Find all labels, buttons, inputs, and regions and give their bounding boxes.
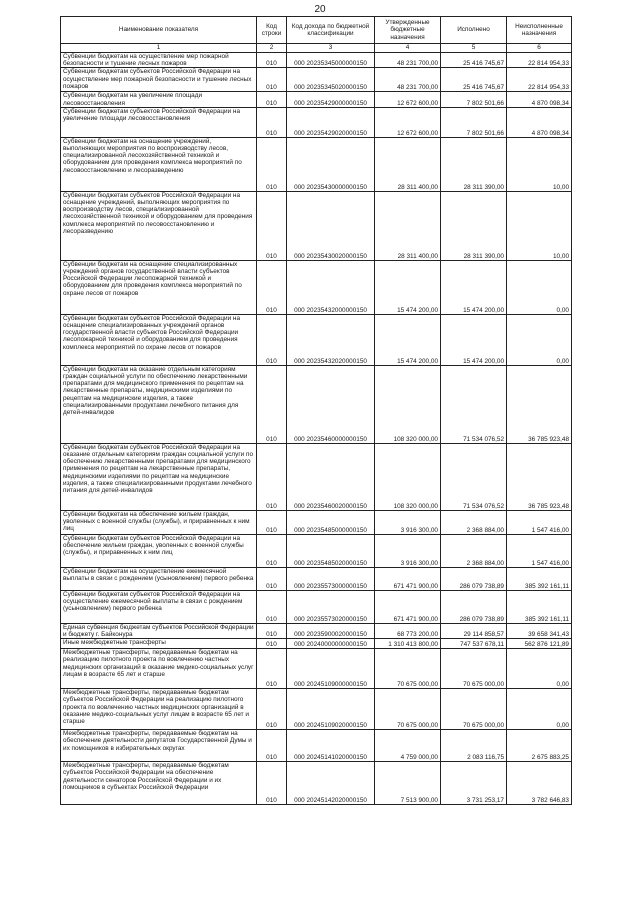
unexecuted-amount-cell: 3 782 646,83: [507, 762, 572, 805]
approved-amount-cell: 1 310 413 800,00: [375, 639, 441, 649]
table-row: [61, 107, 572, 137]
executed-amount-cell: 70 675 000,00: [441, 649, 507, 689]
executed-amount-cell: 2 368 884,00: [441, 510, 507, 534]
approved-amount-cell: 7 513 900,00: [375, 762, 441, 805]
row-code-cell: 010: [257, 639, 287, 649]
approved-amount-cell: 28 311 400,00: [375, 137, 441, 191]
indicator-name-cell: Субвенции бюджетам на оказание отдельным категориям граждан социальной услуги по обеспечению лекарственными препаратами для медицинского применения по рецептам на лекарственные препараты, медицинскими изделиями по рецептам на медицинские изделия, а также специализированными продуктами лечебного питания для детей-инвалидов: [61, 365, 257, 443]
row-code-cell: 010: [257, 510, 287, 534]
table-row: [61, 443, 572, 510]
executed-amount-cell: 25 416 745,67: [441, 53, 507, 68]
indicator-name-cell: Межбюджетные трансферты, передаваемые бюджетам субъектов Российской Федерации на реализацию пилотного проекта по вовлечению частных медицинских организаций в оказание медико-социальных услуг лицам в возрасте 65 лет и старше: [61, 689, 257, 730]
unexecuted-amount-cell: 39 658 341,43: [507, 623, 572, 638]
indicator-name-cell: Межбюджетные трансферты, передаваемые бюджетам на реализацию пилотного проекта по вовлечению частных медицинских организаций в оказание медико-социальных услуг лицам в возрасте 65 лет и старше: [61, 649, 257, 689]
budget-classification-code-cell: 000 20245141020000150: [287, 730, 375, 762]
unexecuted-amount-cell: 22 814 954,33: [507, 68, 572, 92]
budget-classification-code-cell: 000 20245142020000150: [287, 762, 375, 805]
unexecuted-amount-cell: 0,00: [507, 689, 572, 730]
header-indicator-name: Наименование показателя: [61, 17, 257, 44]
indicator-name-cell: Субвенции бюджетам субъектов Российской Федерации на оснащение специализированных учреждений органов государственной власти субъектов Российской Федерации лесопожарной техникой и оборудованием для проведения комплекса мероприятий по охране лесов от пожаров: [61, 314, 257, 365]
table-row: [61, 191, 572, 260]
row-code-cell: 010: [257, 191, 287, 260]
executed-amount-cell: 2 083 116,75: [441, 730, 507, 762]
row-code-cell: 010: [257, 314, 287, 365]
executed-amount-cell: 28 311 390,00: [441, 191, 507, 260]
column-number-row: [61, 44, 572, 53]
row-code-cell: 010: [257, 53, 287, 68]
row-code-cell: 010: [257, 107, 287, 137]
budget-classification-code-cell: 000 20235430000000150: [287, 137, 375, 191]
executed-amount-cell: 29 114 858,57: [441, 623, 507, 638]
header-executed: Исполнено: [441, 17, 507, 44]
indicator-name-cell: Единая субвенция бюджетам субъектов Российской Федерации и бюджету г. Байконура: [61, 623, 257, 638]
executed-amount-cell: 286 079 738,89: [441, 567, 507, 590]
row-code-cell: 010: [257, 260, 287, 314]
budget-classification-code-cell: 000 20240000000000150: [287, 639, 375, 649]
table-row: [61, 649, 572, 689]
indicator-name-cell: Субвенции бюджетам на осуществление ежемесячной выплаты в связи с рождением (усыновлением) первого ребенка: [61, 567, 257, 590]
executed-amount-cell: 71 534 076,52: [441, 365, 507, 443]
approved-amount-cell: 48 231 700,00: [375, 68, 441, 92]
approved-amount-cell: 12 672 600,00: [375, 107, 441, 137]
unexecuted-amount-cell: 4 870 098,34: [507, 92, 572, 107]
indicator-name-cell: Субвенции бюджетам на оснащение учреждений, выполняющих мероприятия по воспроизводству лесов, специализированной лесохозяйственной техникой и оборудованием для проведения комплекса мероприятий по лесовосстановлению и лесоразведению: [61, 137, 257, 191]
table-row: [61, 365, 572, 443]
unexecuted-amount-cell: 0,00: [507, 649, 572, 689]
unexecuted-amount-cell: 0,00: [507, 260, 572, 314]
budget-classification-code-cell: 000 20235432000000150: [287, 260, 375, 314]
unexecuted-amount-cell: 36 785 923,48: [507, 365, 572, 443]
budget-classification-code-cell: 000 20235430020000150: [287, 191, 375, 260]
executed-amount-cell: 7 802 501,66: [441, 107, 507, 137]
budget-classification-code-cell: 000 20235429000000150: [287, 92, 375, 107]
executed-amount-cell: 71 534 076,52: [441, 443, 507, 510]
unexecuted-amount-cell: 2 675 883,25: [507, 730, 572, 762]
indicator-name-cell: Субвенции бюджетам субъектов Российской Федерации на увеличение площади лесовосстановления: [61, 107, 257, 137]
unexecuted-amount-cell: 10,00: [507, 191, 572, 260]
header-row-code: Код строки: [257, 17, 287, 44]
unexecuted-amount-cell: 562 876 121,89: [507, 639, 572, 649]
budget-classification-code-cell: 000 20235573000000150: [287, 567, 375, 590]
indicator-name-cell: Субвенции бюджетам на увеличение площади лесовосстановления: [61, 92, 257, 107]
column-number: 5: [441, 44, 507, 53]
executed-amount-cell: 25 416 745,67: [441, 68, 507, 92]
approved-amount-cell: 12 672 600,00: [375, 92, 441, 107]
table-row: [61, 623, 572, 638]
indicator-name-cell: Субвенции бюджетам субъектов Российской Федерации на обеспечение жильем граждан, уволенных с военной службы (службы), и приравненных к ним лиц: [61, 534, 257, 567]
approved-amount-cell: 3 916 300,00: [375, 534, 441, 567]
budget-classification-code-cell: 000 20235345000000150: [287, 53, 375, 68]
header-approved-appropriations: Утвержденные бюджетные назначения: [375, 17, 441, 44]
table-header-row: [61, 17, 572, 44]
approved-amount-cell: 3 916 300,00: [375, 510, 441, 534]
table-row: [61, 762, 572, 805]
row-code-cell: 010: [257, 567, 287, 590]
row-code-cell: 010: [257, 623, 287, 638]
executed-amount-cell: 15 474 200,00: [441, 260, 507, 314]
row-code-cell: 010: [257, 365, 287, 443]
row-code-cell: 010: [257, 762, 287, 805]
row-code-cell: 010: [257, 137, 287, 191]
executed-amount-cell: 2 368 884,00: [441, 534, 507, 567]
table-row: [61, 689, 572, 730]
budget-classification-code-cell: 000 20235460000000150: [287, 365, 375, 443]
approved-amount-cell: 48 231 700,00: [375, 53, 441, 68]
row-code-cell: 010: [257, 590, 287, 623]
executed-amount-cell: 15 474 200,00: [441, 314, 507, 365]
indicator-name-cell: Субвенции бюджетам субъектов Российской Федерации на осуществление ежемесячной выплаты в связи с рождением (усыновлением) первого ребенка: [61, 590, 257, 623]
row-code-cell: 010: [257, 92, 287, 107]
unexecuted-amount-cell: 22 814 954,33: [507, 53, 572, 68]
executed-amount-cell: 28 311 390,00: [441, 137, 507, 191]
table-row: [61, 534, 572, 567]
unexecuted-amount-cell: 4 870 098,34: [507, 107, 572, 137]
page-number: 20: [314, 4, 326, 15]
row-code-cell: 010: [257, 68, 287, 92]
unexecuted-amount-cell: 385 392 161,11: [507, 567, 572, 590]
row-code-cell: 010: [257, 443, 287, 510]
column-number: 4: [375, 44, 441, 53]
approved-amount-cell: 671 471 900,00: [375, 590, 441, 623]
table-row: [61, 260, 572, 314]
unexecuted-amount-cell: 10,00: [507, 137, 572, 191]
indicator-name-cell: Субвенции бюджетам на обеспечение жильем граждан, уволенных с военной службы (службы), и приравненных к ним лиц: [61, 510, 257, 534]
unexecuted-amount-cell: 1 547 416,00: [507, 510, 572, 534]
indicator-name-cell: Межбюджетные трансферты, передаваемые бюджетам на обеспечение деятельности депутатов Государственной Думы и их помощников в избирательных округах: [61, 730, 257, 762]
approved-amount-cell: 68 773 200,00: [375, 623, 441, 638]
header-unexecuted-appropriations: Неисполненные назначения: [507, 17, 572, 44]
unexecuted-amount-cell: 1 547 416,00: [507, 534, 572, 567]
table-row: [61, 567, 572, 590]
budget-classification-code-cell: 000 20235900020000150: [287, 623, 375, 638]
executed-amount-cell: 70 675 000,00: [441, 689, 507, 730]
budget-classification-code-cell: 000 20235485020000150: [287, 534, 375, 567]
approved-amount-cell: 70 675 000,00: [375, 649, 441, 689]
budget-classification-code-cell: 000 20235345020000150: [287, 68, 375, 92]
indicator-name-cell: Иные межбюджетные трансферты: [61, 639, 257, 649]
approved-amount-cell: 15 474 200,00: [375, 314, 441, 365]
approved-amount-cell: 4 759 000,00: [375, 730, 441, 762]
budget-classification-code-cell: 000 20245109020000150: [287, 689, 375, 730]
column-number: 1: [61, 44, 257, 53]
budget-classification-code-cell: 000 20245109000000150: [287, 649, 375, 689]
indicator-name-cell: Субвенции бюджетам на осуществление мер пожарной безопасности и тушение лесных пожаров: [61, 53, 257, 68]
table-row: [61, 639, 572, 649]
table-row: [61, 730, 572, 762]
indicator-name-cell: Субвенции бюджетам субъектов Российской Федерации на осуществление мер пожарной безопасности и тушение лесных пожаров: [61, 68, 257, 92]
table-row: [61, 510, 572, 534]
indicator-name-cell: Субвенции бюджетам субъектов Российской Федерации на оснащение учреждений, выполняющих мероприятия по воспроизводству лесов, специализированной лесохозяйственной техникой и оборудованием для проведения комплекса мероприятий по лесовосстановлению и лесоразведению: [61, 191, 257, 260]
executed-amount-cell: 747 537 678,11: [441, 639, 507, 649]
approved-amount-cell: 108 320 000,00: [375, 365, 441, 443]
executed-amount-cell: 3 731 253,17: [441, 762, 507, 805]
executed-amount-cell: 286 079 738,89: [441, 590, 507, 623]
approved-amount-cell: 28 311 400,00: [375, 191, 441, 260]
column-number: 2: [257, 44, 287, 53]
executed-amount-cell: 7 802 501,66: [441, 92, 507, 107]
column-number: 3: [287, 44, 375, 53]
row-code-cell: 010: [257, 534, 287, 567]
budget-classification-code-cell: 000 20235460020000150: [287, 443, 375, 510]
revenue-execution-table: [60, 16, 572, 805]
budget-classification-code-cell: 000 20235573020000150: [287, 590, 375, 623]
table-row: [61, 314, 572, 365]
budget-classification-code-cell: 000 20235485000000150: [287, 510, 375, 534]
table-row: [61, 68, 572, 92]
table-row: [61, 590, 572, 623]
row-code-cell: 010: [257, 730, 287, 762]
approved-amount-cell: 15 474 200,00: [375, 260, 441, 314]
table-row: [61, 92, 572, 107]
table-row: [61, 53, 572, 68]
indicator-name-cell: Субвенции бюджетам субъектов Российской Федерации на оказание отдельным категориям граждан социальной услуги по обеспечению лекарственными препаратами для медицинского применения по рецептам на лекарственные препараты, медицинскими изделиями по рецептам на медицинские изделия, а также специализированными продуктами лечебного питания для детей-инвалидов: [61, 443, 257, 510]
row-code-cell: 010: [257, 649, 287, 689]
unexecuted-amount-cell: 36 785 923,48: [507, 443, 572, 510]
table-body: [61, 53, 572, 805]
indicator-name-cell: Межбюджетные трансферты, передаваемые бюджетам субъектов Российской Федерации на обеспечение деятельности сенаторов Российской Федерации и их помощников в субъектах Российской Федерации: [61, 762, 257, 805]
row-code-cell: 010: [257, 689, 287, 730]
table-row: [61, 137, 572, 191]
header-budget-classification-code: Код дохода по бюджетной классификации: [287, 17, 375, 44]
budget-classification-code-cell: 000 20235432020000150: [287, 314, 375, 365]
indicator-name-cell: Субвенции бюджетам на оснащение специализированных учреждений органов государственной власти субъектов Российской Федерации лесопожарной техникой и оборудованием для проведения комплекса мероприятий по охране лесов от пожаров: [61, 260, 257, 314]
unexecuted-amount-cell: 385 392 161,11: [507, 590, 572, 623]
approved-amount-cell: 70 675 000,00: [375, 689, 441, 730]
budget-classification-code-cell: 000 20235429020000150: [287, 107, 375, 137]
approved-amount-cell: 671 471 900,00: [375, 567, 441, 590]
unexecuted-amount-cell: 0,00: [507, 314, 572, 365]
approved-amount-cell: 108 320 000,00: [375, 443, 441, 510]
column-number: 6: [507, 44, 572, 53]
